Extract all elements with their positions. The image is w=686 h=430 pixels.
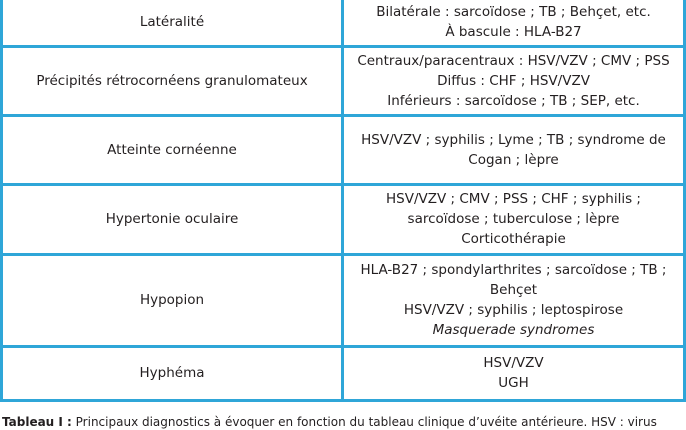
value-line: sarcoïdose ; tuberculose ; lèpre	[407, 211, 620, 227]
row-label: Précipités rétrocornéens granulomateux	[2, 46, 343, 115]
row-values	[343, 115, 685, 184]
table-row	[2, 184, 685, 254]
row-label: Latéralité	[2, 0, 343, 46]
row-values	[343, 46, 685, 115]
table-caption	[2, 414, 657, 430]
caption-text: Principaux diagnostics à évoquer en fonction du tableau clinique d’uvéite antérieure. HSV : virus	[71, 415, 657, 429]
value-line: Masquerade syndromes	[432, 322, 595, 338]
row-values	[343, 346, 685, 400]
value-line: HSV/VZV ; CMV ; PSS ; CHF ; syphilis ;	[386, 191, 641, 207]
row-label: Hypertonie oculaire	[2, 184, 343, 254]
value-line: À bascule : HLA-B27	[445, 24, 582, 41]
value-line: Centraux/paracentraux : HSV/VZV ; CMV ; PSS	[357, 52, 670, 69]
value-line: Bilatérale : sarcoïdose ; TB ; Behçet, etc.	[376, 4, 651, 21]
value-line: Inférieurs : sarcoïdose ; TB ; SEP, etc.	[387, 92, 640, 109]
value-line: Behçet	[489, 282, 538, 298]
value-line: Cogan ; lèpre	[468, 151, 559, 168]
row-values	[343, 254, 685, 346]
value-line: Corticothérapie	[461, 231, 566, 247]
table-row	[2, 254, 685, 346]
table-row	[2, 0, 685, 46]
value-line: HSV/VZV	[483, 355, 544, 371]
table-row	[2, 346, 685, 400]
value-line: UGH	[498, 375, 529, 391]
table-row	[2, 115, 685, 184]
caption-label: Tableau I :	[2, 415, 72, 429]
row-label: Hyphéma	[2, 346, 343, 400]
value-line: Diffus : CHF ; HSV/VZV	[437, 72, 590, 89]
value-line: HLA-B27 ; spondylarthrites ; sarcoïdose ; TB ;	[360, 262, 667, 278]
row-values	[343, 0, 685, 46]
table-row	[2, 46, 685, 115]
row-values	[343, 184, 685, 254]
row-label: Hypopion	[2, 254, 343, 346]
value-line: HSV/VZV ; syphilis ; leptospirose	[403, 302, 624, 318]
value-line: HSV/VZV ; syphilis ; Lyme ; TB ; syndrome de	[361, 131, 666, 148]
row-label: Atteinte cornéenne	[2, 115, 343, 184]
